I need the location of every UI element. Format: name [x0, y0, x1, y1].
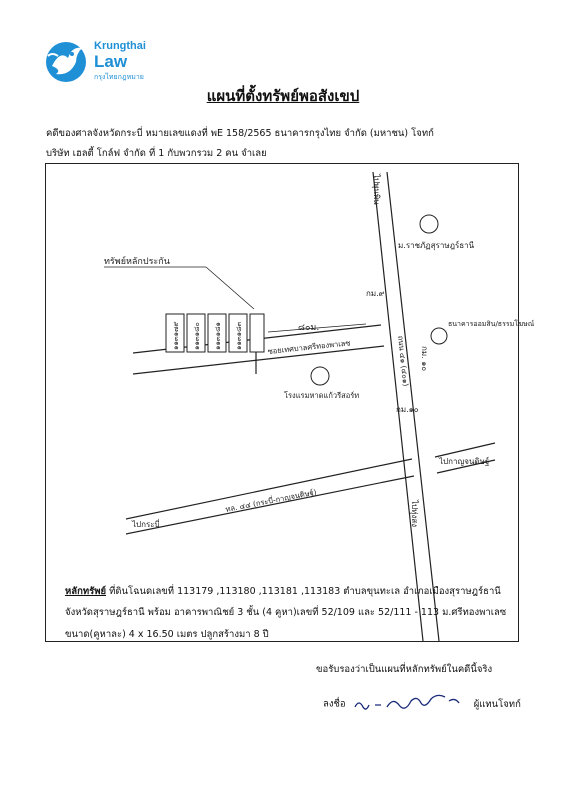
page-title-text: แผนที่ตั้งทรัพย์พอสังเขป — [206, 87, 360, 105]
left-road-label: ไปกระบี่ — [132, 520, 160, 529]
page-title — [0, 84, 566, 108]
property-heading: หลักทรัพย์ — [65, 586, 107, 597]
road-north-label: ไปพุนพิน — [372, 174, 381, 205]
property-label: ทรัพย์หลักประกัน — [104, 257, 170, 267]
highway-label: ถนน ๔๑ (๔๐๑) — [396, 335, 411, 387]
south-road-label: ไปทุ่งสง — [410, 500, 419, 528]
property-building-line: จังหวัดสุราษฎร์ธานี พร้อม อาคารพาณิชย์ 3 ชั้น (4 คูหา)เลขที่ 52/109 และ 52/111 - 113 ม.ศรีทองพาเลซ — [65, 607, 507, 618]
location-map-frame — [45, 163, 535, 642]
property-size-line: ขนาด(คูหาละ) 4 x 16.50 เมตร ปลูกสร้างมา 8 ปี — [65, 629, 269, 640]
property-deed-text: ที่ดินโฉนดเลขที่ 113179 ,113180 ,113181 ,113183 ตำบลขุนทะเล อำเภอเมืองสุราษฎร์ธานี — [109, 586, 501, 597]
km-9-label: กม.๙ — [366, 289, 385, 298]
bank-landmark-icon — [431, 328, 447, 344]
km-10-label: กม.๑๐ — [396, 405, 419, 414]
bank-name: Krungthai — [94, 40, 146, 52]
certification-statement: ขอรับรองว่าเป็นแผนที่หลักทรัพย์ในคดีนี้จริง — [316, 664, 493, 675]
plot-number: ๑๑๓๑๗๙ — [172, 321, 180, 350]
location-map — [46, 164, 535, 641]
plot-number: ๑๑๓๑๘๑ — [214, 322, 222, 350]
phoenix-logo-icon — [42, 36, 90, 84]
km-marker-label: กม. ๑๐ — [420, 346, 429, 372]
krungthai-law-logo — [42, 36, 192, 86]
signer-role: ผู้แทนโจทก์ — [473, 698, 521, 710]
sign-label: ลงชื่อ — [323, 698, 346, 710]
lower-road-label: ทล. ๔๔ (กระบี่-กาญจนดิษฐ์) — [224, 487, 318, 514]
soi-label: ซอยเทศบาลศรีทองพาเลซ — [267, 338, 351, 356]
brand-name: Law — [94, 52, 128, 71]
university-landmark-icon — [420, 215, 438, 233]
signature-row — [323, 695, 521, 713]
defendant-line: บริษัท เฮลตี้ โกล์ฟ จำกัด ที่ 1 กับพวกรวม 2 คน จำเลย — [46, 148, 267, 159]
plot-number: ๑๑๓๑๘๓ — [235, 321, 243, 350]
right-road-label: ไปกาญจนดิษฐ์ — [439, 457, 490, 466]
plot-number: ๑๑๓๑๘๐ — [193, 322, 201, 350]
hotel-landmark-icon — [311, 367, 329, 385]
hotel-label: โรงแรมหาดแก้วรีสอร์ท — [284, 391, 360, 400]
distance-label: ๘๐ม. — [298, 323, 320, 333]
case-number-line: คดีของศาลจังหวัดกระบี่ หมายเลขแดงที่ พE 158/2565 ธนาคารกรุงไทย จำกัด (มหาชน) โจทก์ — [46, 128, 434, 139]
brand-name-thai: กรุงไทยกฎหมาย — [94, 73, 144, 81]
property-pointer-arrow — [206, 267, 254, 309]
property-description-line — [65, 584, 501, 599]
bank-label: ธนาคารออมสิน/ธรรมโฆษณ์ — [448, 320, 535, 328]
handwritten-signature — [349, 695, 467, 713]
university-label: ม.ราชภัฏสุราษฎร์ธานี — [398, 241, 475, 250]
